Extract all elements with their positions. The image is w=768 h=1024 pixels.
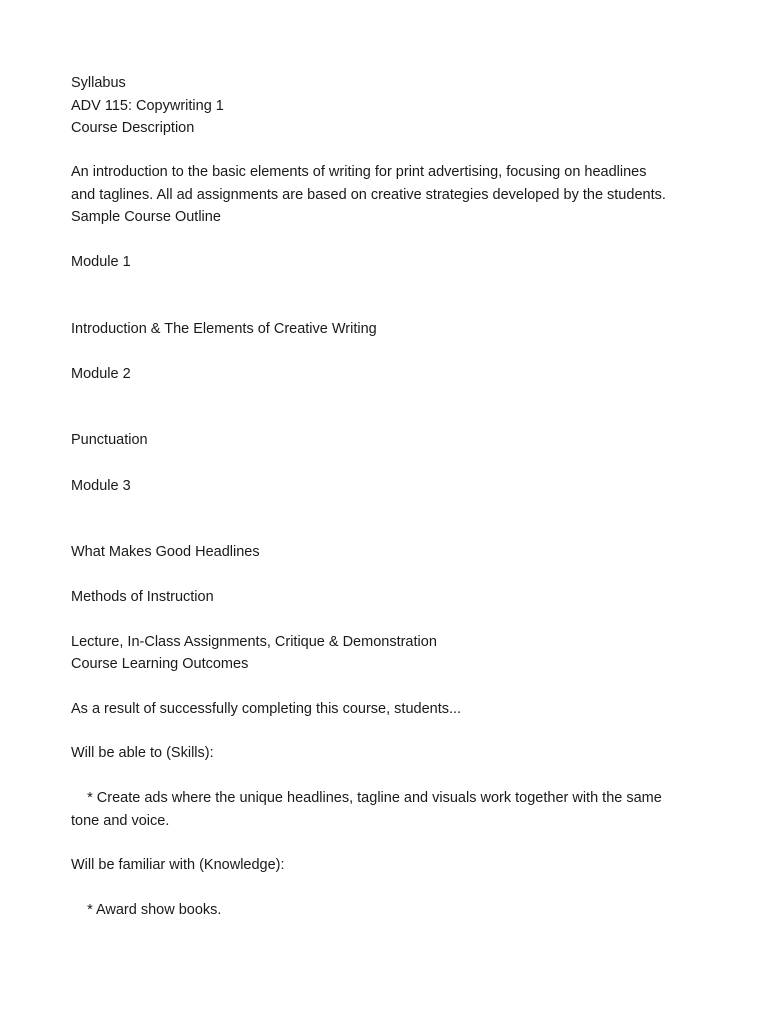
- module-topic: What Makes Good Headlines: [71, 544, 260, 560]
- outcomes-intro: As a result of successfully completing this course, students...: [71, 701, 462, 717]
- outcomes-heading: Course Learning Outcomes: [71, 656, 249, 672]
- skills-bullet-line: * Create ads where the unique headlines, tagline and visuals work together with the same: [71, 790, 662, 806]
- module-topic: Punctuation: [71, 432, 148, 448]
- module-label: Module 1: [71, 254, 131, 270]
- skills-heading: Will be able to (Skills):: [71, 745, 214, 761]
- module-label: Module 3: [71, 478, 131, 494]
- knowledge-bullet: * Award show books.: [71, 902, 222, 918]
- module-label: Module 2: [71, 366, 131, 382]
- outline-heading: Sample Course Outline: [71, 209, 221, 225]
- methods-text: Lecture, In-Class Assignments, Critique & Demonstration: [71, 634, 437, 650]
- knowledge-heading: Will be familiar with (Knowledge):: [71, 857, 285, 873]
- course-code-title: ADV 115: Copywriting 1: [71, 98, 224, 114]
- document-title: Syllabus: [71, 75, 126, 91]
- description-text-line: An introduction to the basic elements of writing for print advertising, focusing on headlines: [71, 164, 647, 180]
- skills-bullet-line: tone and voice.: [71, 813, 170, 829]
- description-text-line: and taglines. All ad assignments are based on creative strategies developed by the students.: [71, 187, 666, 203]
- methods-heading: Methods of Instruction: [71, 589, 214, 605]
- description-heading: Course Description: [71, 120, 195, 136]
- module-topic: Introduction & The Elements of Creative Writing: [71, 321, 377, 337]
